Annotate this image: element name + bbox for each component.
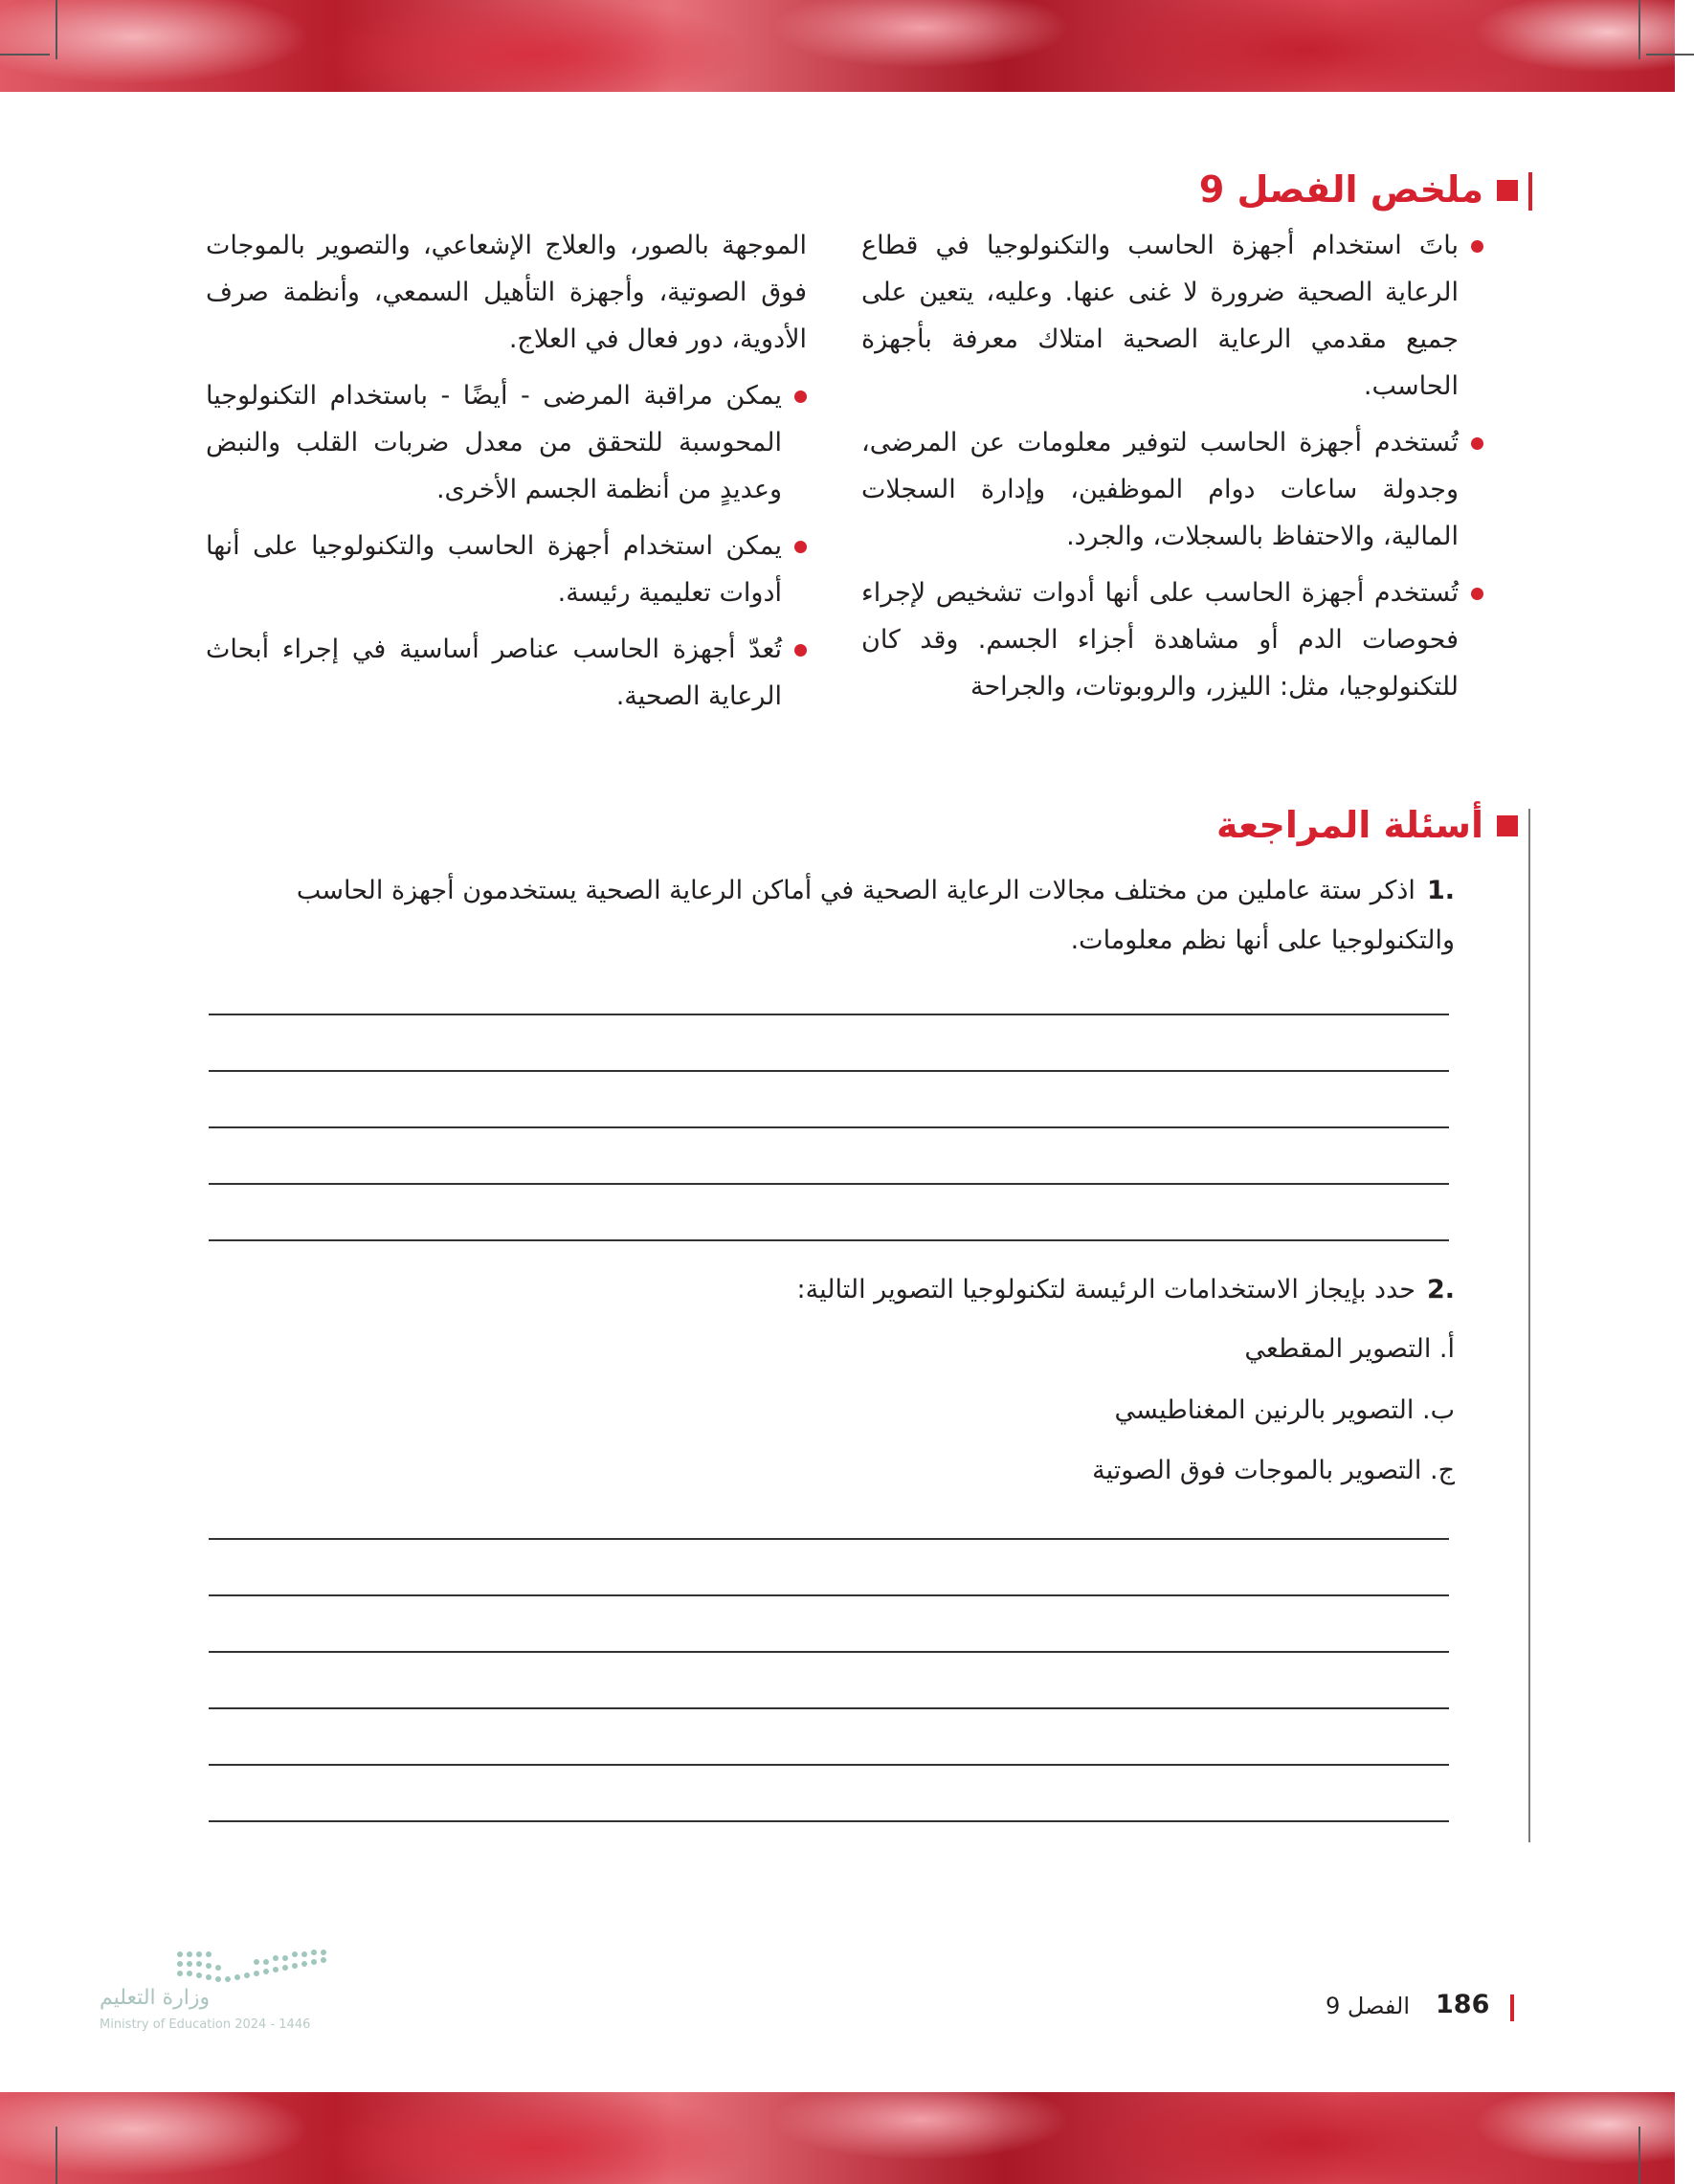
- bullet-dot-icon: [1471, 437, 1483, 450]
- ministry-logo-text: وزارة التعليم: [100, 1986, 211, 2010]
- answer-line[interactable]: [209, 1820, 1449, 1822]
- footer-decorative-band: [0, 2092, 1675, 2184]
- summary-column-right: [861, 222, 1483, 720]
- summary-bullet: باتَ استخدام أجهزة الحاسب والتكنولوجيا في قطاع الرعاية الصحية ضرورة لا غنى عنها. وعليه، يتعين على جميع مقدمي الرعاية الصحية امتلاك معرفة بأجهزة الحاسب.: [861, 222, 1483, 410]
- header-decorative-band: [0, 0, 1675, 92]
- question-text: اذكر ستة عاملين من مختلف مجالات الرعاية الصحية في أماكن الرعاية الصحية يستخدمون أجهزة الحاسب والتكنولوجيا على أنها نظم معلومات.: [296, 876, 1455, 955]
- question-2-item-b: ب. التصوير بالرنين المغناطيسي: [1114, 1395, 1455, 1425]
- question-number: .1: [1426, 876, 1455, 905]
- answer-line[interactable]: [209, 1239, 1449, 1241]
- summary-continuation: الموجهة بالصور، والعلاج الإشعاعي، والتصوير بالموجات فوق الصوتية، وأجهزة التأهيل السمعي، وأنظمة صرف الأدوية، دور فعال في العلاج.: [206, 231, 807, 354]
- question-2-item-c: ج. التصوير بالموجات فوق الصوتية: [1092, 1456, 1455, 1485]
- summary-bullet: تُستخدم أجهزة الحاسب على أنها أدوات تشخيص لإجراء فحوصات الدم أو مشاهدة أجزاء الجسم. وقد كان للتكنولوجيا، مثل: الليزر، والروبوتات، والجراحة: [861, 569, 1483, 710]
- question-number: .2: [1426, 1275, 1455, 1304]
- crop-mark: [56, 2127, 57, 2184]
- answer-line[interactable]: [209, 1651, 1449, 1653]
- bullet-dot-icon: [794, 390, 807, 403]
- crop-mark: [56, 0, 57, 59]
- answer-line[interactable]: [209, 1183, 1449, 1185]
- answer-line[interactable]: [209, 1538, 1449, 1540]
- question-1: [211, 866, 1455, 966]
- crop-mark: [1646, 54, 1694, 56]
- question-2-item-a: أ. التصوير المقطعي: [1244, 1334, 1455, 1364]
- page-number: 186: [1436, 1990, 1490, 2019]
- summary-side-rule: [1528, 172, 1532, 211]
- footer-marker: [1510, 1995, 1514, 2021]
- bullet-dot-icon: [1471, 240, 1483, 253]
- answer-line[interactable]: [209, 1126, 1449, 1128]
- review-title-marker: [1497, 815, 1518, 836]
- bullet-dot-icon: [1471, 588, 1483, 600]
- bullet-dot-icon: [794, 541, 807, 553]
- answer-line[interactable]: [209, 1594, 1449, 1596]
- summary-bullet: تُستخدم أجهزة الحاسب لتوفير معلومات عن المرضى، وجدولة ساعات دوام الموظفين، وإدارة السجلات المالية، والاحتفاظ بالسجلات، والجرد.: [861, 419, 1483, 560]
- summary-column-left: [206, 222, 807, 729]
- ministry-logo-subtext: Ministry of Education 2024 - 1446: [100, 2017, 311, 2032]
- summary-title-marker: [1497, 180, 1518, 201]
- chapter-label: الفصل 9: [1326, 1993, 1411, 2019]
- summary-bullet: يمكن استخدام أجهزة الحاسب والتكنولوجيا على أنها أدوات تعليمية رئيسة.: [206, 523, 807, 616]
- bullet-dot-icon: [794, 644, 807, 657]
- answer-line[interactable]: [209, 1014, 1449, 1015]
- summary-bullet: يمكن مراقبة المرضى - أيضًا - باستخدام التكنولوجيا المحوسبة للتحقق من معدل ضربات القلب والنبض وعديدٍ من أنظمة الجسم الأخرى.: [206, 372, 807, 513]
- review-side-rule: [1528, 809, 1530, 1842]
- answer-line[interactable]: [209, 1070, 1449, 1072]
- summary-title: ملخص الفصل 9: [1198, 168, 1483, 211]
- answer-line[interactable]: [209, 1707, 1449, 1709]
- crop-mark: [1638, 2127, 1640, 2184]
- question-text: حدد بإيجاز الاستخدامات الرئيسة لتكنولوجيا التصوير التالية:: [796, 1275, 1415, 1304]
- summary-bullet: تُعدّ أجهزة الحاسب عناصر أساسية في إجراء أبحاث الرعاية الصحية.: [206, 626, 807, 720]
- crop-mark: [0, 54, 50, 56]
- crop-mark: [1638, 0, 1640, 59]
- question-2: [211, 1265, 1455, 1315]
- review-title: أسئلة المراجعة: [1215, 804, 1483, 846]
- answer-line[interactable]: [209, 1764, 1449, 1766]
